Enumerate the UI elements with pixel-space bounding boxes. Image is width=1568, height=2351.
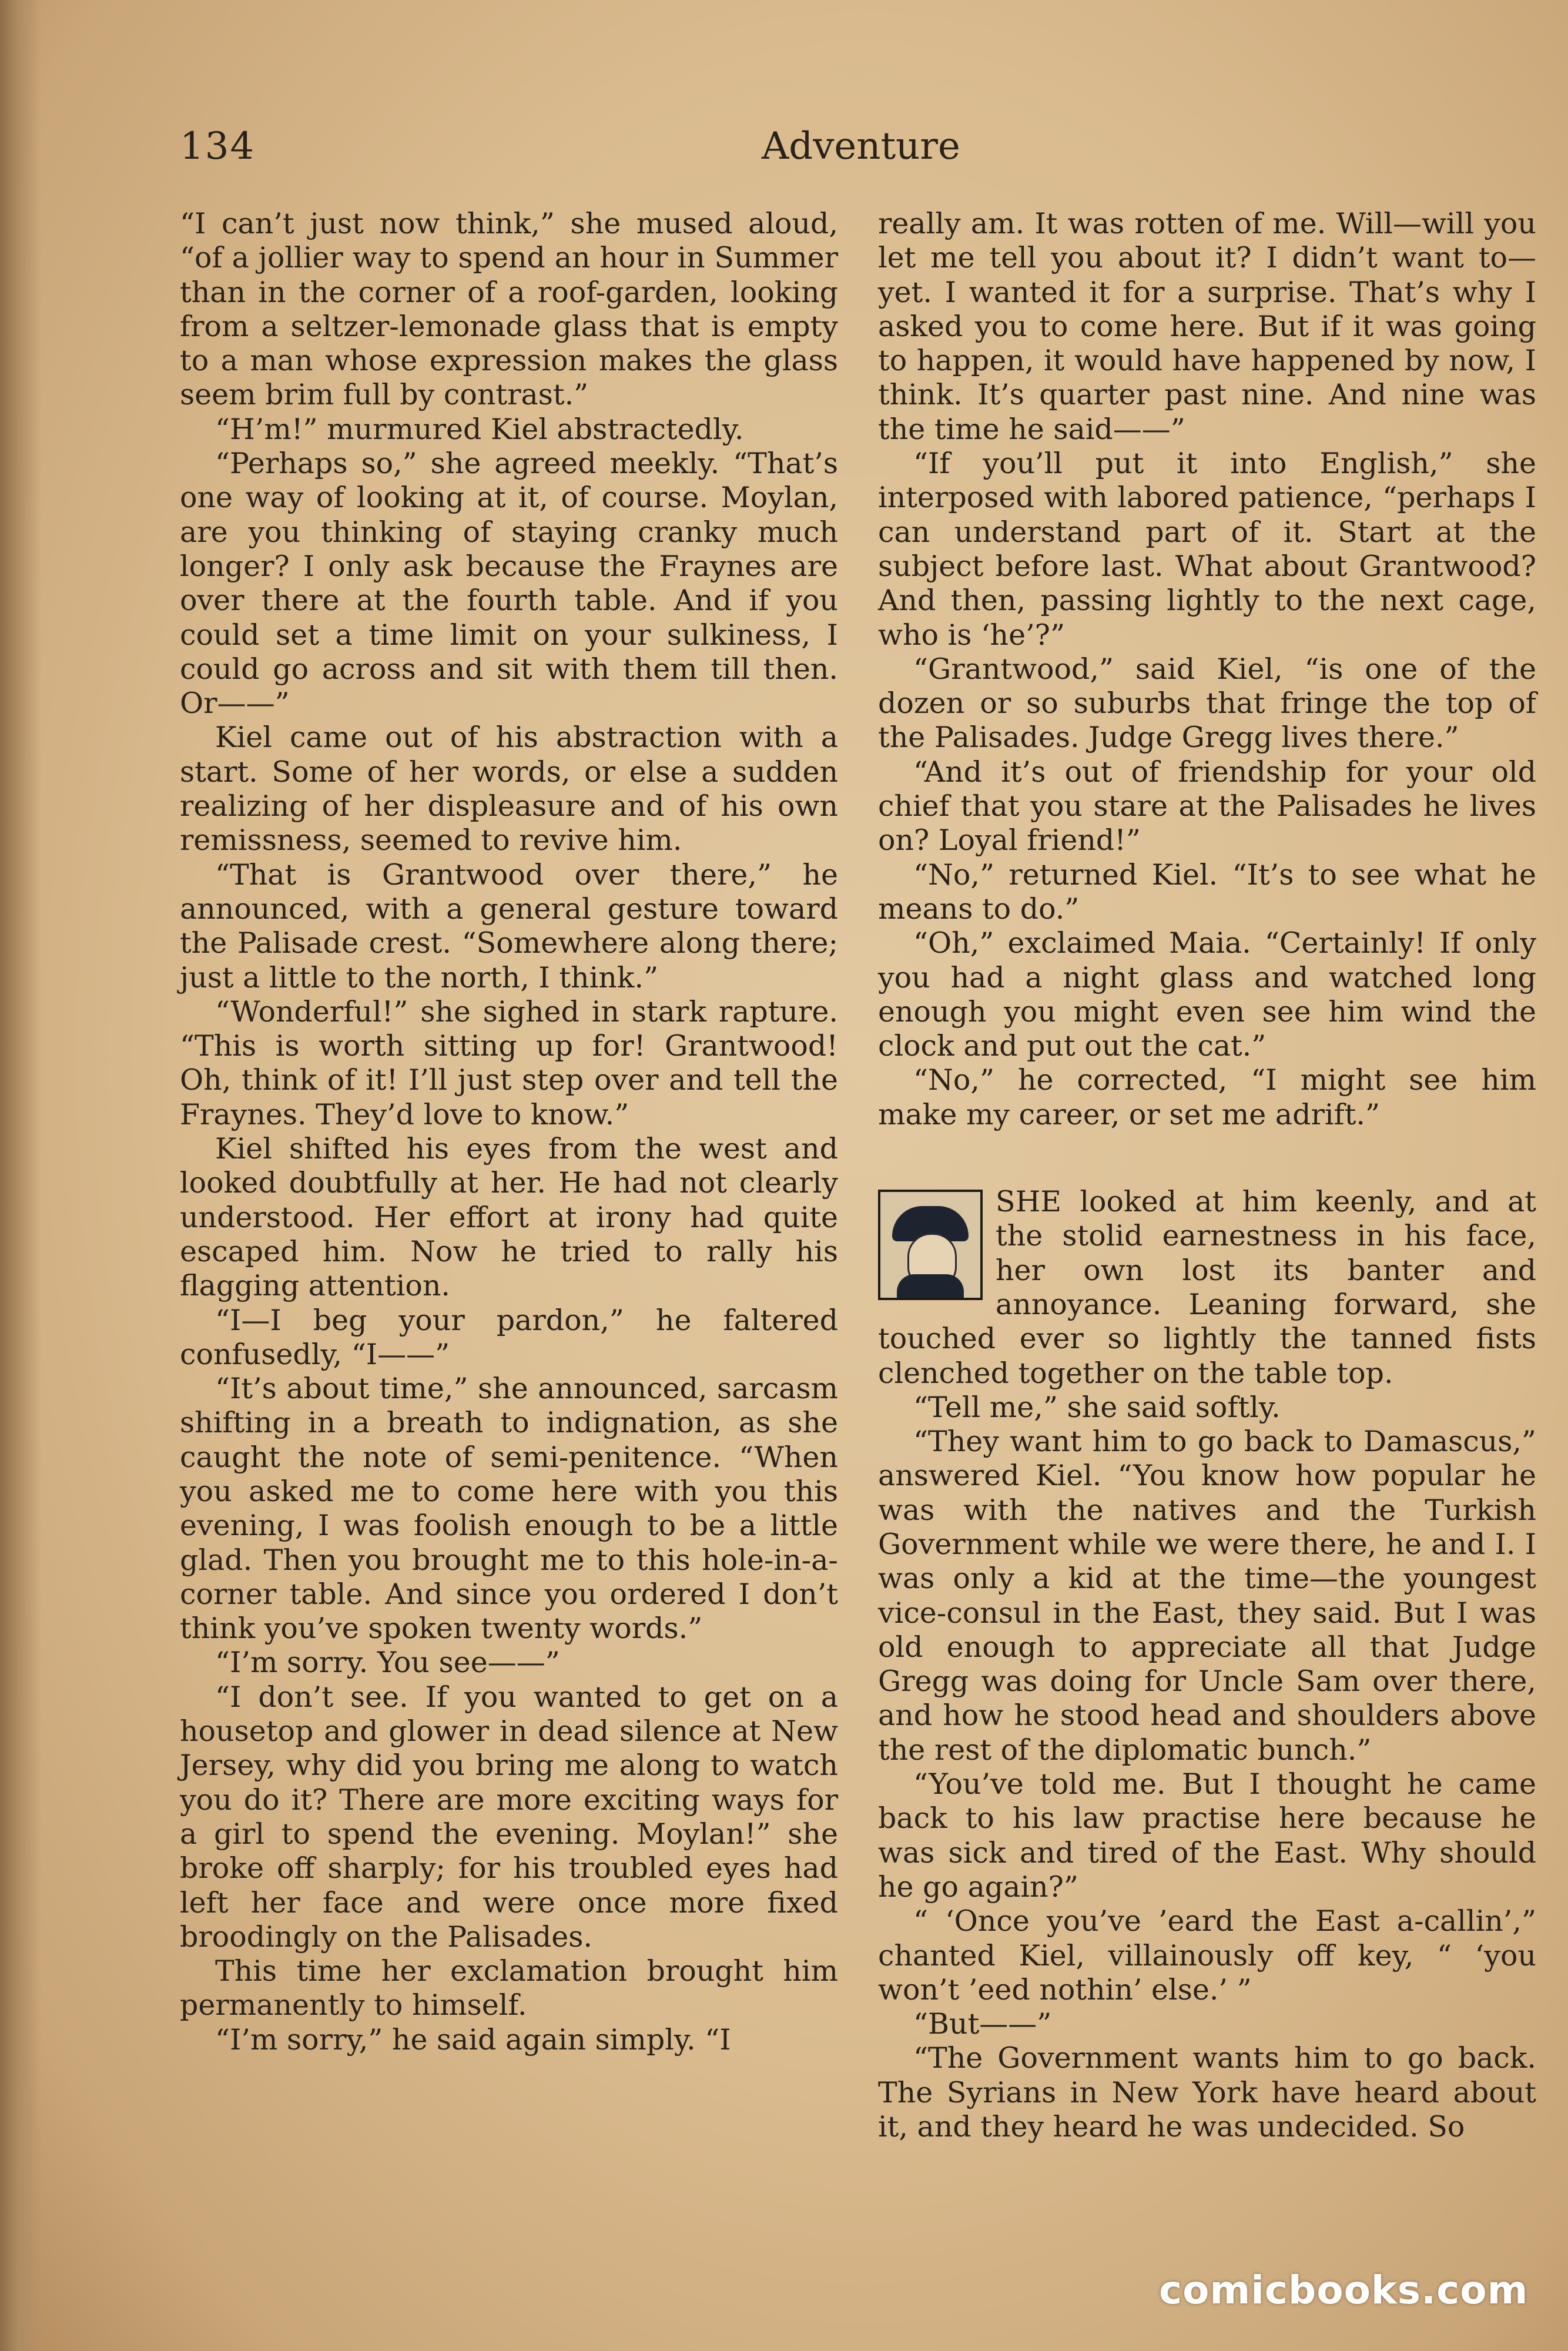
paragraph: “Oh,” exclaimed Maia. “Certainly! If only you had a night glass and watched long enough you might even see him wind the clock and put out the cat.” — [878, 926, 1536, 1063]
paragraph: SHE looked at him keenly, and at the stolid earnestness in his face, her own lost its banter and annoyance. Leaning forward, she touched ever so lightly the tanned fists clenched together on the table top. — [878, 1185, 1536, 1390]
paragraph: “ ‘Once you’ve ’eard the East a-callin’,” chanted Kiel, villainously off key, “ ‘you won’t ’eed nothin’ else.’ ” — [878, 1904, 1536, 2007]
left-column — [180, 207, 838, 2057]
paragraph: “I—I beg your pardon,” he faltered confusedly, “I——” — [180, 1303, 838, 1371]
paragraph: Kiel shifted his eyes from the west and looked doubtfully at her. He had not clearly understood. Her effort at irony had quite escaped him. Now he tried to rally his flagging attention. — [180, 1132, 838, 1303]
paragraph: “I’m sorry,” he said again simply. “I — [215, 2022, 731, 2057]
paragraph: “You’ve told me. But I thought he came back to his law practise here because he was sick and tired of the East. Why should he go again?” — [878, 1767, 1536, 1904]
paragraph: “They want him to go back to Damascus,” answered Kiel. “You know how popular he was with the natives and the Turkish Government while we were there, he and I. I was only a kid at the time—the youngest vice-consul in the East, they said. But I was old enough to appreciate all that Judge Gregg was doing for Uncle Sam over there, and how he stood head and shoulders above the rest of the diplomatic bunch.” — [878, 1425, 1536, 1767]
page-number: 134 — [180, 125, 256, 168]
paragraph: “No,” he corrected, “I might see him make my career, or set me adrift.” — [878, 1063, 1536, 1131]
paragraph: really am. It was rotten of me. Will—will you let me tell you about it? I didn’t want to—yet. I wanted it for a surprise. That’s why I asked you to come here. But if it was going to happen, it would have happened by now, I think. It’s quarter past nine. And nine was the time he said——” — [878, 207, 1536, 446]
paragraph: “But——” — [913, 2007, 1052, 2041]
paragraph: “If you’ll put it into English,” she interposed with labored patience, “perhaps I can understand part of it. Start at the subject before last. What about Grantwood? And then, passing lightly to the next cage, who is ‘he’?” — [878, 447, 1536, 652]
paragraph: “The Government wants him to go back. The Syrians in New York have heard about it, and they heard he was undecided. So — [878, 2041, 1536, 2144]
paragraph: “I don’t see. If you wanted to get on a housetop and glower in dead silence at New Jersey, why did you bring me along to watch you do it? There are more exciting ways for a girl to spend the evening. Moylan!” she broke off sharply; for his troubled eyes had left her face and were once more fixed broodingly on the Palisades. — [180, 1680, 838, 1954]
paragraph: “That is Grantwood over there,” he announced, with a general gesture toward the Palisade crest. “Somewhere along there; just a little to the north, I think.” — [180, 858, 838, 994]
right-column — [878, 207, 1536, 2144]
paragraph: “H’m!” murmured Kiel abstractedly. — [215, 412, 744, 446]
watermark: comicbooks.com — [1159, 2268, 1529, 2313]
paragraph: “Tell me,” she said softly. — [913, 1390, 1281, 1424]
running-title: Adventure — [762, 125, 960, 168]
paragraph: “And it’s out of friendship for your old chief that you stare at the Palisades he lives on? Loyal friend!” — [878, 755, 1536, 858]
paragraph: “I’m sorry. You see——” — [215, 1646, 560, 1680]
paragraph: “No,” returned Kiel. “It’s to see what he means to do.” — [878, 858, 1536, 926]
woman-portrait-icon — [878, 1190, 983, 1300]
paragraph: “Perhaps so,” she agreed meekly. “That’s one way of looking at it, of course. Moylan, are you thinking of staying cranky much longer? I only ask because the Fraynes are over there at the fourth table. And if you could set a time limit on your sulkiness, I could go across and sit with them till then. Or——” — [180, 447, 838, 721]
paragraph: Kiel came out of his abstraction with a start. Some of her words, or else a sudden realizing of her displeasure and of his own remissness, seemed to revive him. — [180, 721, 838, 858]
paragraph: “I can’t just now think,” she mused aloud, “of a jollier way to spend an hour in Summer than in the corner of a roof-garden, looking from a seltzer-lemonade glass that is empty to a man whose expression makes the glass seem brim full by contrast.” — [180, 207, 838, 412]
paragraph: This time her exclamation brought him permanently to himself. — [180, 1954, 838, 2022]
section-break — [878, 1132, 1536, 1185]
paragraph: “Grantwood,” said Kiel, “is one of the dozen or so suburbs that fringe the top of the Palisades. Judge Gregg lives there.” — [878, 652, 1536, 755]
paragraph: “It’s about time,” she announced, sarcasm shifting in a breath to indignation, as she caught the note of semi-penitence. “When you asked me to come here with you this evening, I was foolish enough to be a little glad. Then you brought me to this hole-in-a-corner table. And since you ordered I don’t think you’ve spoken twenty words.” — [180, 1372, 838, 1646]
section-start — [878, 1185, 1536, 1391]
page-binding-edge — [0, 0, 41, 2351]
paragraph: “Wonderful!” she sighed in stark rapture. “This is worth sitting up for! Grantwood! Oh, think of it! I’ll just step over and tell the Fraynes. They’d love to know.” — [180, 994, 838, 1131]
